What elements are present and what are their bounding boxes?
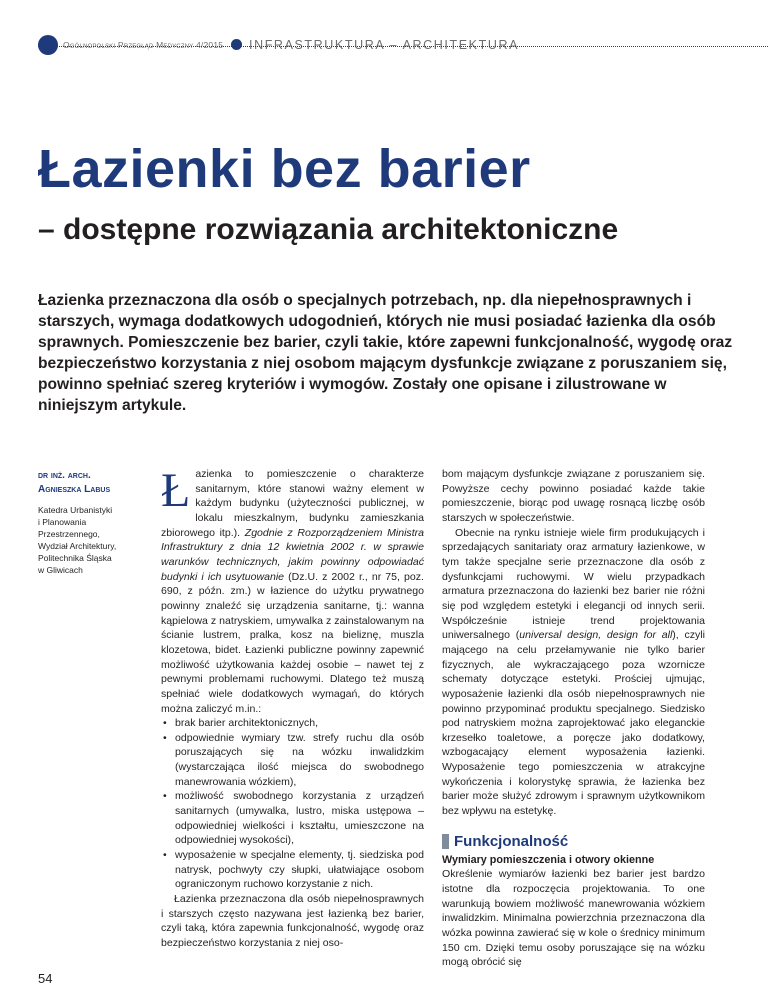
article-lead: Łazienka przeznaczona dla osób o specjalnych potrzebach, np. dla niepełnosprawnych i starszych, wymaga dodatkowych udogodnień, których nie musi posiadać łazienka dla osób sprawnych. Pomieszczenie bez barier, czyli takie, które zapewni funkcjonalność, wygodę oraz bezpieczeństwo korzystania z niej osobom mającym dysfunkcje związane z poruszaniem się, powinno spełniać szereg kryteriów i wymogów. Zostały one opisane i zilustrowane w niniejszym artykule.	[38, 292, 733, 414]
author-title: dr inż. arch.	[38, 470, 91, 481]
list-item: • odpowiednie wymiary tzw. strefy ruchu dla osób poruszających się na wózku inwalidzkim (wystarczająca ilość miejsca do swobodnego manewrowania wózkiem),	[161, 731, 424, 790]
body-column-1	[161, 464, 424, 951]
section-heading	[442, 833, 705, 851]
affiliation-line: Wydział Architektury,	[38, 541, 117, 551]
affiliation-line: w Gliwicach	[38, 565, 83, 575]
author-affiliation	[38, 504, 148, 576]
list-item: • brak barier architektonicznych,	[161, 716, 424, 731]
body-column-2	[442, 467, 705, 970]
paragraph: Określenie wymiarów łazienki bez barier jest bardzo istotne dla rozpoczęcia projektowania. To one warunkują bowiem możliwość manewrowania wózkiem inwalidzkim. Minimalna powierzchnia przeznaczona dla wózka powinna zawierać się w kole o średnicy minimum 150 cm. Dzięki temu osoby poruszające się na wózku mogą obrócić się	[442, 868, 705, 969]
affiliation-line: Przestrzennego,	[38, 529, 100, 539]
article-title: Łazienki bez barier	[38, 139, 531, 199]
list-item: • wyposażenie w specjalne elementy, tj. siedziska pod natrysk, pochwyty czy słupki, ułatwiające osobom ograniczonym ruchowo korzystanie z nich.	[161, 848, 424, 892]
affiliation-line: i Planowania	[38, 517, 87, 527]
affiliation-line: Politechnika Śląska	[38, 553, 112, 563]
list-item: • możliwość swobodnego korzystania z urządzeń sanitarnych (umywalka, lustro, miska ustępowa – odpowiedniej wielkości i kształtu, umieszczone na odpowiedniej wysokości),	[161, 789, 424, 848]
text-run: (Dz.U. z 2002 r., nr 75, poz. 690, z późn. zm.) w łazience do użytku prywatnego powinny znaleźć się urządzenia sanitarne, tj.: wanna kąpielowa z natryskiem, umywalka z zainstalowanym na ścianie lustrem, pralka, kosz na bieliznę, muszla klozetowa, bidet. Łazienki publiczne powinny zapewnić możliwość użytkowania każdej osobie – nawet tej z pewnymi problemami ruchowymi. Dlatego też muszą spełniać wiele dodatkowych wymagań, do których można zaliczyć m.in.:	[161, 570, 424, 715]
author-name	[38, 469, 148, 497]
requirements-list	[161, 716, 424, 892]
text-run: azienka to pomieszczenie o charakterze sanitarnym, które stanowi ważny element w każdym budynku (użyteczności publicznej, w lokalu mieszkalnym, budynku zamieszkania zbiorowego itp.).	[161, 468, 424, 539]
article-subtitle: – dostępne rozwiązania architektoniczne	[38, 213, 619, 246]
author-fullname: Agnieszka Labus	[38, 484, 111, 495]
paragraph: Łazienka przeznaczona dla osób niepełnosprawnych i starszych często nazywana jest łazienką bez barier, czyli taką, która zapewnia funkcjonalność, wygodę oraz bezpieczeństwo korzystania z niej oso-	[161, 893, 424, 949]
text-run: ), czyli mającego na celu przełamywanie nie tylko barier fizycznych, ale wykraczającego poza wzornicze schematy dotyczące estetyki. Prościej ujmując, wyposażenie łazienki dla osób niepełnosprawnych nie powinno przypominać produktu specjalnego. Siedzisko pod natryskiem można zaprojektować jako eleganckie krzesełko toaletowe, a poręcze jako dodatkowy, wzbogacający element wyposażenia łazienki. Wyposażenie tego pomieszczenia w atrakcyjne wykończenia i kolorystykę sprawia, że łazienka bez barier może służyć zdrowym i sprawnym użytkownikom bez wpływu na estetykę.	[442, 629, 705, 818]
drop-cap: Ł	[161, 464, 191, 517]
regulation-citation: Zgodnie z Rozporządzeniem Ministra Infrastruktury z dnia 12 kwietnia 2002 r. w sprawie warunków technicznych, jakim powinny odpowiadać budynki i ich usytuowanie	[161, 526, 424, 583]
paragraph	[161, 464, 424, 716]
journal-name: Ogólnopolski Przegląd Medyczny 4/2015	[63, 40, 224, 50]
heading-bar-icon	[442, 834, 449, 849]
author-block	[38, 469, 148, 576]
paragraph	[442, 526, 705, 819]
page-number: 54	[38, 971, 53, 986]
sub-heading: Wymiary pomieszczenia i otwory okienne	[442, 853, 655, 866]
header-rule	[38, 46, 768, 47]
term-emphasis: universal design, design for all	[519, 629, 673, 642]
header-dot-icon	[38, 35, 58, 55]
affiliation-line: Katedra Urbanistyki	[38, 505, 113, 515]
header-separator-dot-icon	[231, 39, 242, 50]
paragraph: bom mającym dysfunkcje związane z poruszaniem się. Powyższe cechy powinno posiadać każde takie pomieszczenie, biorąc pod uwagę rosnącą liczbę osób starszych w społeczeństwie.	[442, 468, 705, 524]
section-name: INFRASTRUKTURA – ARCHITEKTURA	[249, 38, 520, 52]
section-heading-text: Funkcjonalność	[454, 832, 569, 850]
text-run: Obecnie na rynku istnieje wiele firm produkujących i sprzedających sanitariaty oraz armatury łazienkowe, w tym także specjalne serie przeznaczone dla osób z dysfunkcjami ruchowymi. W wielu przypadkach armatura przeznaczona do łazienki bez barier nie różni się pod względem estetyki i elegancji od innych serii. Współcześnie istnieje trend projektowania uniwersalnego (	[442, 526, 705, 642]
